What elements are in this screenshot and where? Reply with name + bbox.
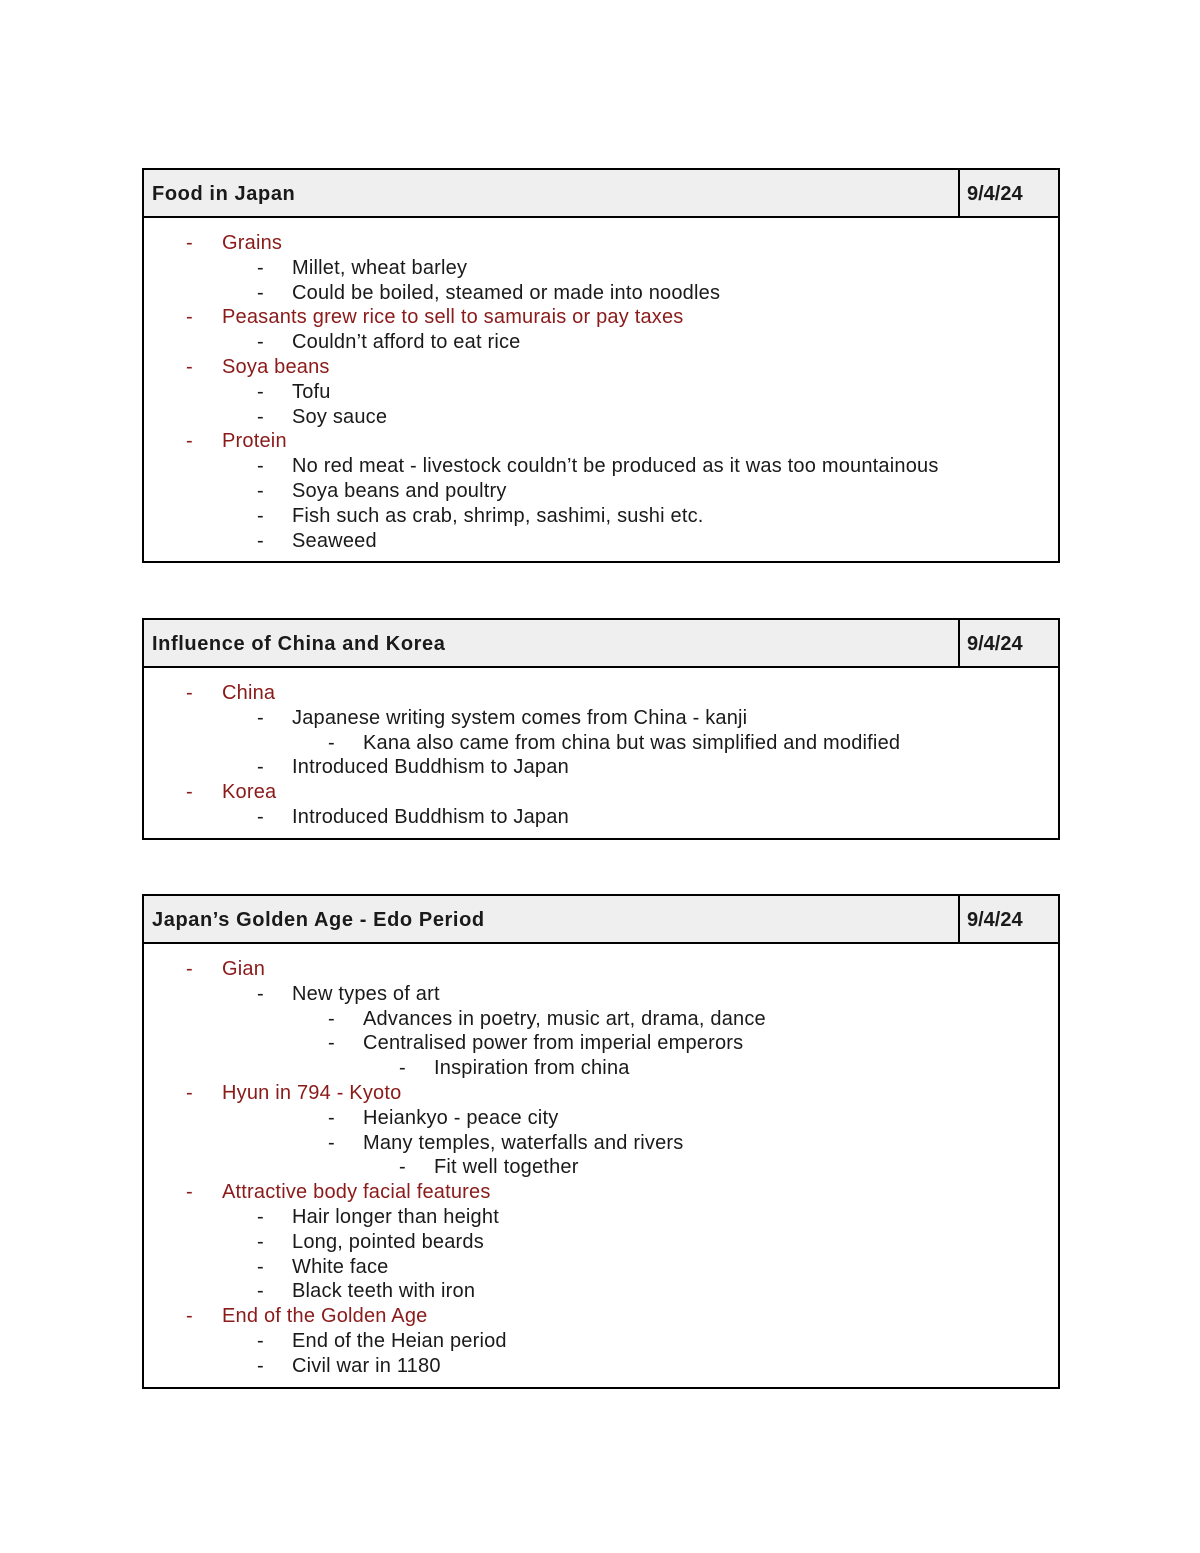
bullet-item-level-2 [144,982,1058,1007]
bullet-dash-icon: - [257,982,264,1005]
bullet-dash-icon: - [186,1305,193,1328]
bullet-dash-icon: - [328,1007,335,1030]
bullet-text: Centralised power from imperial emperors [363,1032,744,1055]
bullet-dash-icon: - [257,1280,264,1303]
note-table-golden-age [142,894,1060,1389]
bullet-text: Hair longer than height [292,1205,499,1228]
bullet-text: Fit well together [434,1156,579,1179]
bullet-dash-icon: - [186,355,193,378]
bullet-dash-icon: - [399,1156,406,1179]
note-title: Influence of China and Korea [144,620,960,666]
bullet-text: China [222,682,276,704]
bullet-item-level-2 [144,1255,1058,1280]
bullet-item-level-2 [144,706,1058,731]
note-date: 9/4/24 [967,633,1023,655]
bullet-dash-icon: - [257,281,264,304]
bullet-item-level-2 [144,1205,1058,1230]
bullet-item-level-3 [144,1007,1058,1032]
bullet-item-level-4 [144,1155,1058,1180]
bullet-dash-icon: - [257,504,264,527]
bullet-item-level-2 [144,1230,1058,1255]
bullet-text: Tofu [292,380,331,403]
bullet-dash-icon: - [186,781,193,804]
bullet-text: Seaweed [292,529,377,552]
bullet-item-level-1 [144,305,1058,330]
bullet-text: Soy sauce [292,405,388,428]
bullet-text: Korea [222,781,277,804]
bullet-item-level-1 [144,1081,1058,1106]
bullet-item-level-2 [144,1329,1058,1354]
bullet-item-level-3 [144,1131,1058,1156]
note-date: 9/4/24 [967,909,1023,931]
bullet-item-level-3 [144,1031,1058,1056]
bullet-dash-icon: - [257,380,264,403]
bullet-item-level-1 [144,355,1058,380]
bullet-text: Couldn’t afford to eat rice [292,331,521,354]
bullet-text: Protein [222,430,287,453]
bullet-dash-icon: - [186,430,193,453]
bullet-dash-icon: - [328,1032,335,1055]
bullet-text: Could be boiled, steamed or made into noodles [292,281,721,304]
bullet-text: Attractive body facial features [222,1181,491,1204]
bullet-dash-icon: - [257,529,264,552]
bullet-text: Inspiration from china [434,1057,630,1080]
note-table-food-in-japan [142,168,1060,563]
bullet-dash-icon: - [257,756,264,779]
note-header [144,896,1058,944]
bullet-text: White face [292,1255,389,1278]
bullet-item-level-3 [144,731,1058,756]
bullet-dash-icon: - [257,1255,264,1278]
bullet-text: End of the Golden Age [222,1305,428,1328]
bullet-text: End of the Heian period [292,1329,507,1352]
bullet-item-level-2 [144,281,1058,306]
bullet-text: Peasants grew rice to sell to samurais or pay taxes [222,306,684,329]
bullet-item-level-2 [144,380,1058,405]
bullet-dash-icon: - [186,1081,193,1104]
bullet-text: Civil war in 1180 [292,1354,441,1377]
bullet-item-level-1 [144,780,1058,805]
bullet-text: Gian [222,958,266,980]
bullet-item-level-4 [144,1056,1058,1081]
bullet-item-level-2 [144,1279,1058,1304]
bullet-item-level-1 [144,231,1058,256]
bullet-dash-icon: - [257,1329,264,1352]
bullet-dash-icon: - [328,1106,335,1129]
note-body [144,218,1058,561]
bullet-text: Hyun in 794 - Kyoto [222,1081,402,1104]
note-title: Japan’s Golden Age - Edo Period [144,896,960,942]
bullet-text: Soya beans [222,355,330,378]
bullet-text: Advances in poetry, music art, drama, dance [363,1007,766,1030]
bullet-dash-icon: - [257,455,264,478]
bullet-dash-icon: - [257,706,264,729]
bullet-text: Introduced Buddhism to Japan [292,805,569,828]
bullet-dash-icon: - [257,256,264,279]
bullet-item-level-1 [144,681,1058,706]
bullet-dash-icon: - [257,805,264,828]
bullet-text: Japanese writing system comes from China - kanji [292,706,748,729]
bullet-dash-icon: - [186,306,193,329]
bullet-dash-icon: - [257,1205,264,1228]
note-date: 9/4/24 [967,183,1023,205]
bullet-text: Heiankyo - peace city [363,1106,559,1129]
bullet-text: Grains [222,232,283,254]
bullet-text: Millet, wheat barley [292,256,468,279]
bullet-dash-icon: - [399,1057,406,1080]
bullet-dash-icon: - [257,479,264,502]
bullet-text: Long, pointed beards [292,1230,484,1253]
bullet-item-level-2 [144,504,1058,529]
bullet-dash-icon: - [186,682,193,704]
bullet-item-level-1 [144,1180,1058,1205]
bullet-dash-icon: - [186,232,193,254]
note-body [144,668,1058,838]
bullet-text: No red meat - livestock couldn’t be produced as it was too mountainous [292,455,939,478]
note-body [144,944,1058,1387]
bullet-dash-icon: - [328,731,335,754]
bullet-dash-icon: - [328,1131,335,1154]
bullet-text: New types of art [292,982,440,1005]
bullet-text: Black teeth with iron [292,1280,476,1303]
bullet-item-level-2 [144,405,1058,430]
bullet-item-level-2 [144,1354,1058,1379]
bullet-dash-icon: - [257,1354,264,1377]
bullet-item-level-2 [144,755,1058,780]
bullet-item-level-2 [144,256,1058,281]
bullet-dash-icon: - [257,405,264,428]
note-title: Food in Japan [144,170,960,216]
bullet-dash-icon: - [257,331,264,354]
note-table-influence-china-korea [142,618,1060,840]
bullet-item-level-1 [144,1304,1058,1329]
bullet-text: Fish such as crab, shrimp, sashimi, sushi etc. [292,504,704,527]
bullet-item-level-2 [144,529,1058,554]
bullet-dash-icon: - [257,1230,264,1253]
bullet-item-level-2 [144,454,1058,479]
bullet-item-level-2 [144,479,1058,504]
note-header [144,620,1058,668]
note-header [144,170,1058,218]
bullet-item-level-2 [144,805,1058,830]
bullet-item-level-1 [144,429,1058,454]
bullet-dash-icon: - [186,1181,193,1204]
bullet-text: Introduced Buddhism to Japan [292,756,569,779]
bullet-item-level-2 [144,330,1058,355]
bullet-item-level-1 [144,957,1058,982]
bullet-text: Kana also came from china but was simplified and modified [363,731,901,754]
bullet-dash-icon: - [186,958,193,980]
bullet-text: Many temples, waterfalls and rivers [363,1131,684,1154]
bullet-item-level-3 [144,1106,1058,1131]
bullet-text: Soya beans and poultry [292,479,507,502]
